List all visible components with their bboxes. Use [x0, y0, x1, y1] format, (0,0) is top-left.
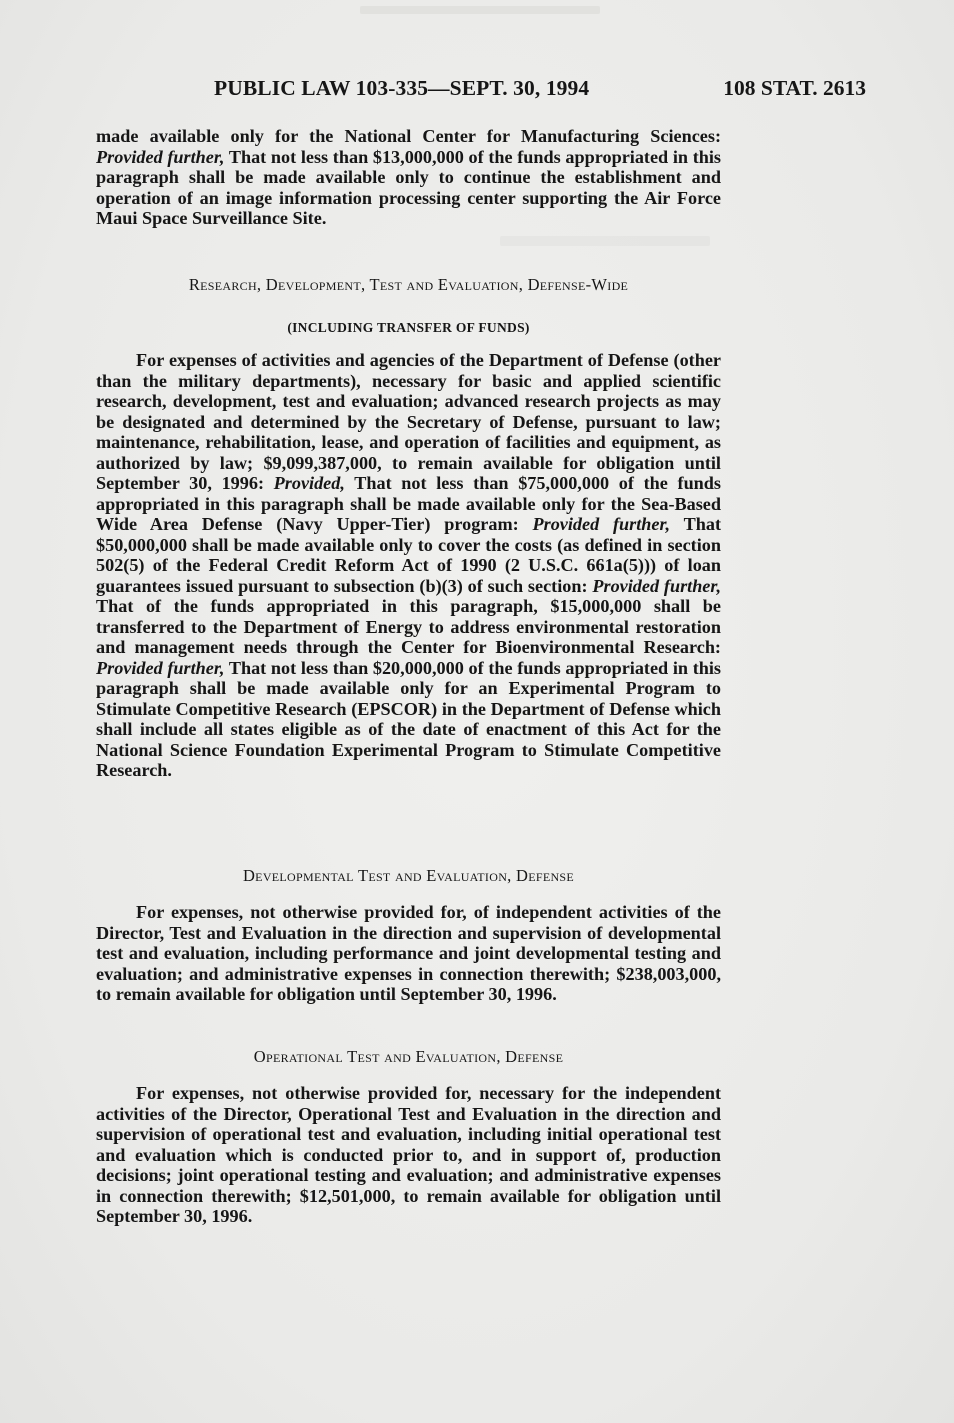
section-heading-rdte-defense-wide: Research, Development, Test and Evaluation, Defense-Wide	[188, 275, 629, 294]
bleed-through-mark	[360, 6, 600, 14]
section-heading-operational-test: Operational Test and Evaluation, Defense	[253, 1047, 564, 1066]
continuation-paragraph	[96, 126, 721, 229]
paragraph: For expenses of activities and agencies of the Department of Defense (other than the military departments), necessary for basic and applied scientific research, development, test and evaluation; advanced research projects as may be designated and determined by the Secretary of Defense, pursuant to law; maintenance, rehabilitation, lease, and operation of facilities and equipment, as authorized by law; $9,099,387,000, to remain available for obligation until September 30, 1996: Provided, That not less than $75,000,000 of the funds appropriated in this paragraph shall be made available only for the Sea-Based Wide Area Defense (Navy Upper-Tier) program: Provided further, That $50,000,000 shall be made available only to cover the costs (as defined in section 502(5) of the Federal Credit Reform Act of 1990 (2 U.S.C. 661a(5))) of loan guarantees issued pursuant to subsection (b)(3) of such section: Provided further, That of the funds appropriated in this paragraph, $15,000,000 shall be transferred to the Department of Energy to address environmental restoration and management needs through the Center for Bioenvironmental Research: Provided further, That not less than $20,000,000 of the funds appropriated in this paragraph shall be made available only for an Experimental Program to Stimulate Competitive Research (EPSCOR) in the Department of Defense which shall include all states eligible as of the date of enactment of this Act for the National Science Foundation Experimental Program to Stimulate Competitive Research.	[96, 350, 722, 780]
operational-test-paragraph	[96, 1083, 721, 1227]
section-heading-developmental-test: Developmental Test and Evaluation, Defense	[242, 866, 575, 885]
paragraph: For expenses, not otherwise provided for, of independent activities of the Director, Test and Evaluation in the direction and supervision of developmental test and evaluation, including performance and joint developmental testing and evaluation; and administrative expenses in connection therewith; $238,003,000, to remain available for obligation until September 30, 1996.	[96, 902, 721, 1004]
header-title: PUBLIC LAW 103-335—SEPT. 30, 1994	[214, 76, 590, 100]
section-subheading-transfer: (INCLUDING TRANSFER OF FUNDS)	[287, 320, 530, 335]
developmental-test-paragraph	[96, 902, 721, 1005]
paragraph: For expenses, not otherwise provided for, necessary for the independent activities of the Director, Operational Test and Evaluation in the direction and supervision of operational test and evaluation, including initial operational test and evaluation which is conducted prior to, and in support of, production decisions; joint operational testing and evaluation; and administrative expenses in connection therewith; $12,501,000, to remain available for obligation until September 30, 1996.	[96, 1083, 721, 1226]
rdte-paragraph	[96, 350, 721, 781]
page-header	[0, 76, 954, 106]
bleed-through-mark	[500, 236, 710, 246]
header-stat-number: 108 STAT. 2613	[723, 76, 866, 100]
paragraph: made available only for the National Center for Manufacturing Sciences: Provided further, That not less than $13,000,000 of the funds appropriated in this paragraph shall be made available only to continue the establishment and operation of an image information processing center supporting the Air Force Maui Space Surveillance Site.	[96, 126, 721, 228]
